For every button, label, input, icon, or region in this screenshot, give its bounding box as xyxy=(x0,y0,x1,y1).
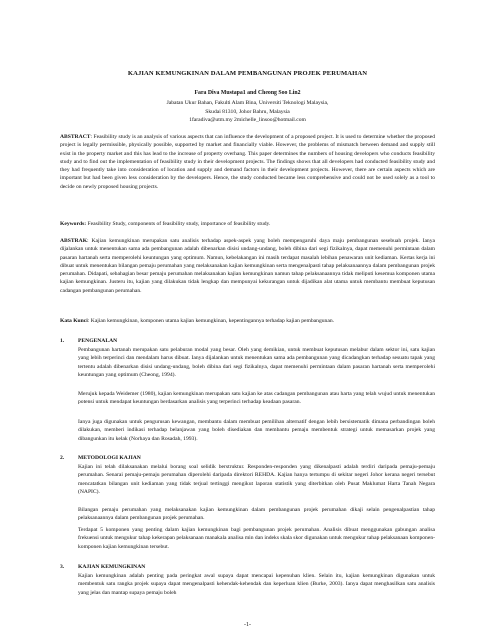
section-paragraph: Bilangan pemaju perumahan yang melaksanakan kajian kemungkinan dalam pembangunan projek perumahan dikaji selain pengenalpastian tahap pelaksanaannya dalam pembangunan projek perumahan. xyxy=(78,507,435,522)
paper-title: KAJIAN KEMUNGKINAN DALAM PEMBANGUNAN PROJEK PERUMAHAN xyxy=(127,70,368,77)
keywords-label: Keywords: xyxy=(60,221,87,227)
abstract-label: ABSTRACT xyxy=(60,134,91,140)
keywords-text: Feasibility Study, components of feasibility study, importance of feasibility study. xyxy=(86,221,271,227)
keywords-english xyxy=(60,220,435,228)
abstract-malay xyxy=(60,237,435,295)
abstrak-text: : Kajian kemungkinan merupakan satu analisis terhadap aspek-aspek yang boleh mempengaruhi daya maju pembangunan sesebuah projek. Ianya dijalankan untuk menentukan sama ada pembangunan adalah dibenarkan disisi undang-undang, boleh dibina dari segi fizikalnya, dapat memenuhi permintaan dalam pasaran hartanah serta memperolehi keuntungan yang optimum. Namun, kebelakangan ini masih terdapat masalah lebihan penawaran unit kediaman. Kertas kerja ini dibuat untuk menentukan bilangan pemaju perumahan yang melaksanakan kajian kemungkinan serta mengenalpasti tahap pelaksanaannya dalam pembangunan projek perumahan. Didapati, sebahagian besar pemaju perumahan melaksanakan kajian kemungkinan namun tahap pelaksanaannya tidak meliputi kesemua komponen utama kajian kemungkinan. Justeru itu, kajian yang dilakukan tidak lengkap dan mempunyai kekurangan untuk dijadikan alat utama untuk membantu membuat keputusan cadangan pembangunan perumahan. xyxy=(60,238,435,294)
author-affiliation xyxy=(60,99,435,125)
section-number: 3. xyxy=(60,564,65,570)
affiliation-line: Jabatan Ukur Bahan, Fakulti Alam Bina, Universiti Teknologi Malaysia, xyxy=(166,100,329,106)
keywords-malay xyxy=(60,317,435,325)
abstract-english xyxy=(60,133,435,191)
section-paragraph: Kajian kemungkinan adalah penting pada peringkat awal supaya dapat mencapai kepenuhan klien. Selain itu, kajian kemungkinan digunakan untuk membentuk satu rangka projek supaya dapat mengenalpasti kehendak-kehendak dan keperluan klien (Burke, 2003). Ianya dapat menghasilkan satu analisis yang jelas dan mantap supaya pemaju boleh xyxy=(78,573,435,596)
section-title: PENGENALAN xyxy=(78,338,118,344)
author-names: Fara Diva Mustapa1 and Cheong Soo Lin2 xyxy=(194,90,301,96)
section-title: METODOLOGI KAJIAN xyxy=(78,455,141,461)
kata-kunci-text: : Kajian kemungkinan, komponen utama kajian kemungkinan, kepentingannya terhadap kajian pembangunan. xyxy=(87,318,335,324)
section-number: 1. xyxy=(60,338,65,344)
section-number: 2. xyxy=(60,455,65,461)
affiliation-email: 1faradiva@utm.my 2michelle_linsoo@hotmail.com xyxy=(189,117,306,124)
kata-kunci-label: Kata Kunci xyxy=(60,318,88,324)
section-paragraph: Kajian ini telah dilaksanakan melalui borang soal selidik berstruktur. Responden-responden yang dikenalpasti adalah terdiri daripada pemaju-pemaju perumahan. Senarai pemaju-pemaju perumahan diperolehi daripada direktori REHDA. Kajian hanya tertumpu di sekitar negeri Johor kerana negeri tersebut mencatatkan bilangan unit kediaman yang tidak terjual tertinggi mengikut laporan statistik yang diterbitkan oleh Pusat Maklumat Harta Tanah Negara (NAPIC). xyxy=(78,464,435,495)
abstract-text: : Feasibility study is an analysis of various aspects that can influence the development of a proposed project. It is used to determine whether the proposed project is legally permissible, physically possible, supported by market and financially viable. However, the problems of mismatch between demand and supply still exist in the property market and this has lead to the increase of property overhang. This paper determines the numbers of housing developers who conducts feasibility study and to find out the implementation of feasibility study in their development projects. The findings shows that all developers had conducted feasibility study and they had frequently take into consideration of location and supply and demand factors in their development projects. However, there are certain aspects which are important but had been given less consideration by the developers. Hence, the study conducted became less comprehensive and could not be used solely as a tool to decide on newly proposed housing projects. xyxy=(60,134,435,190)
section-paragraph: Ianya juga digunakan untuk pengurusan kewangan, membantu dalam membuat pemilihan alternatif dengan lebih bersistematik dimana perbandingan boleh dilakukan, memberi indikasi terhadap belanjawan yang boleh disediakan dan membantu pemaju membentuk strategi untuk memasarkan projek yang dibangunkan itu kelak (Norhaya dan Rosadah, 1993). xyxy=(78,419,435,442)
section-paragraph: Terdapat 5 komponen yang penting dalam kajian kemungkinan bagi pembangunan projek perumahan. Analisis dibuat menggunakan gabungan analisa frekuensi untuk mengukur tahap kekerapan pelaksanaan manakala analisa min dan indeks skala skor digunakan untuk mengukur tahap pelaksanaan komponen-komponen kajian kemungkinan tersebut. xyxy=(78,527,435,550)
section-title: KAJIAN KEMUNGKINAN xyxy=(78,564,146,570)
abstrak-label: ABSTRAK xyxy=(60,238,88,244)
page-number: -1- xyxy=(244,622,251,628)
section-paragraph: Merujuk kepada Weidemer (1980), kajian kemungkinan merupakan satu kajian ke atas cadangan pembangunan atau harta yang telah wujud untuk menentukan potensi untuk mendapat keuntungan berdasarkan analisis yang terperinci terhadap keadaan pasaran. xyxy=(78,391,435,406)
section-paragraph: Pembangunan hartanah merupakan satu pelaburan modal yang besar. Oleh yang demikian, untuk membuat keputusan melabur dalam sektor ini, satu kajian yang lebih terperinci dan mendalam harus dibuat. Ianya dijalankan untuk menentukan sama ada pembangunan yang dicadangkan terhadap sesuatu tapak yang tertentu adalah dibenarkan disisi undang-undang, boleh dibina dari segi fizikalnya, dapat memenuhi permintaan dalam pasaran hartanah serta memperolehi keuntungan yang optimum (Cheong, 1994). xyxy=(78,347,435,378)
affiliation-line: Skudai 81310, Johor Bahru, Malaysia xyxy=(205,108,290,115)
